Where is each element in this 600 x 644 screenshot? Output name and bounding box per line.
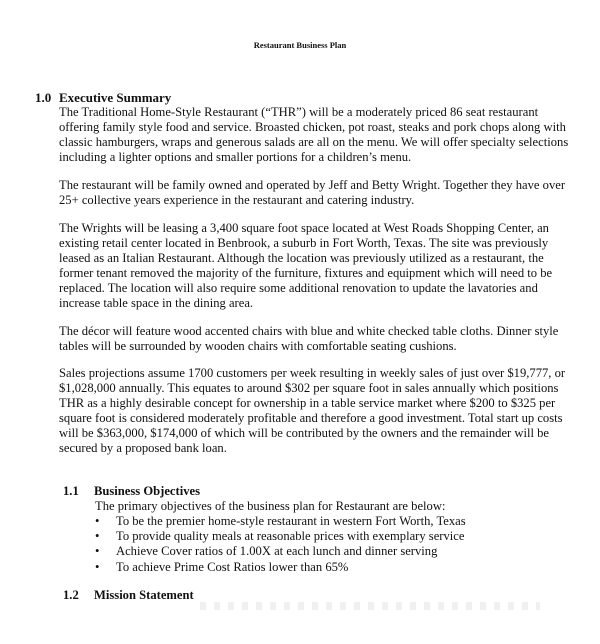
list-item: • To achieve Prime Cost Ratios lower than 65% (95, 559, 349, 574)
section-heading-mission-statement (63, 588, 194, 603)
list-item: • To provide quality meals at reasonable prices with exemplary service (95, 529, 465, 544)
section-title: Executive Summary (59, 90, 172, 105)
objectives-list (95, 514, 466, 575)
bullet-icon: • (95, 559, 100, 574)
objectives-intro: The primary objectives of the business plan for Restaurant are below: (95, 499, 446, 513)
section-number: 1.1 (63, 484, 79, 498)
section-heading-business-objectives (63, 484, 200, 499)
summary-paragraph-decor: The décor will feature wood accented chairs with blue and white checked table cloths. Dinner style tables will be surrounded by wooden chairs with comfortable seating cushions. (59, 324, 559, 353)
section-number: 1.0 (35, 90, 52, 105)
summary-paragraph-location: The Wrights will be leasing a 3,400 square foot space located at West Roads Shopping Center, an existing retail center located in Benbrook, a suburb in Fort Worth, Texas. The site was previously leased as an Italian Restaurant. Although the location was previously utilized as a restaurant, the former tenant removed the majority of the furniture, fixtures and equipment which will need to be replaced. The location will also require some additional renovation to update the lavatories and increase table space in the dining area. (59, 221, 553, 310)
summary-paragraph-sales: Sales projections assume 1700 customers per week resulting in weekly sales of just over $19,777, or $1,028,000 annually. This equates to around $302 per square foot in sales annually which positions THR as a highly desirable concept for ownership in a table service market where $200 to $325 per square foot is considered moderately profitable and therefore a good investment. Total start up costs will be $363,000, $174,000 of which will be contributed by the owners and the remainder will be secured by a proposed bank loan. (59, 366, 566, 455)
summary-paragraph-overview: The Traditional Home-Style Restaurant (“THR”) will be a moderately priced 86 seat restaurant offering family style food and service. Broasted chicken, pot roast, steaks and pork chops along with classic hamburgers, wraps and generous salads are all on the menu. We will offer specialty selections including a lighter options and smaller portions for a children’s menu. (59, 105, 569, 164)
list-item: • Achieve Cover ratios of 1.00X at each lunch and dinner serving (95, 544, 438, 559)
bullet-icon: • (95, 529, 100, 544)
document-title: Restaurant Business Plan (253, 40, 347, 50)
section-title: Mission Statement (94, 588, 194, 602)
section-heading-executive-summary (35, 90, 171, 106)
summary-paragraph-owners: The restaurant will be family owned and operated by Jeff and Betty Wright. Together they have over 25+ collective years experience in the restaurant and catering industry. (59, 178, 566, 207)
section-number: 1.2 (63, 588, 79, 602)
section-title: Business Objectives (94, 484, 201, 498)
faded-text-remnant (200, 602, 540, 610)
list-item: • To be the premier home-style restaurant in western Fort Worth, Texas (95, 514, 466, 528)
bullet-icon: • (95, 514, 100, 528)
bullet-icon: • (95, 544, 100, 559)
